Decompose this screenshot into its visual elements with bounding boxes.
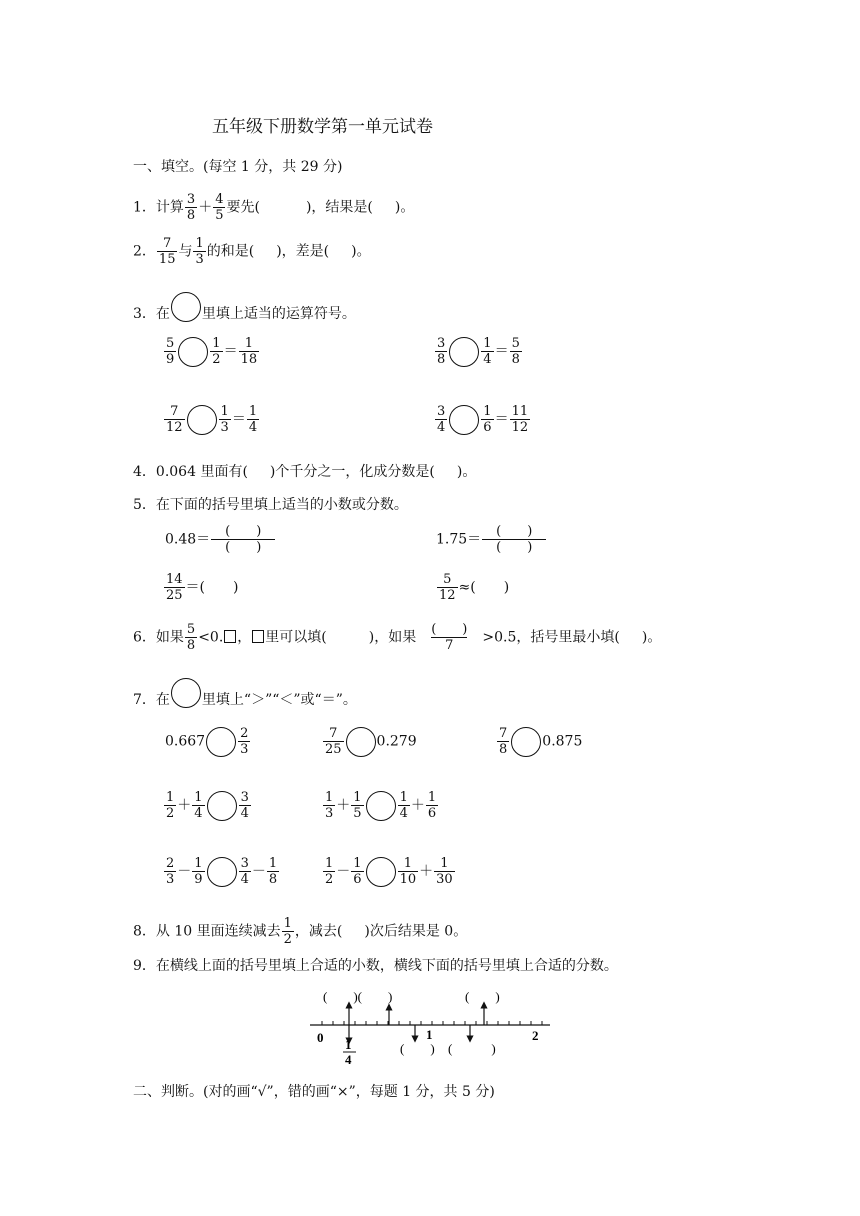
circle-blank[interactable] — [511, 727, 541, 757]
q7-expr-1: 0.667 $\frac{2}{3}$ — [165, 726, 249, 757]
circle-blank[interactable] — [449, 405, 479, 435]
q3-expr-2: $\frac{3}{8}$ $\frac{1}{4}$ ＝ $\frac{5}{8}$ — [437, 336, 520, 367]
question-5: 5．在下面的括号里填上适当的小数或分数。 — [133, 497, 408, 513]
q3-expr-4: $\frac{3}{4}$ $\frac{1}{6}$ ＝ $\frac{11}{12}$ — [437, 404, 529, 435]
question-6: 6．如果 $\frac{5}{8}$ <0. ， 里可以填( )，如果 $\frac{( )}{7}$ >0.5，括号里最小填( )。 — [133, 622, 662, 653]
q3-expr-3: $\frac{7}{12}$ $\frac{1}{3}$ ＝ $\frac{1}{4}$ — [166, 404, 258, 435]
q7-expr-7: $\frac{1}{2}$ － $\frac{1}{6}$ $\frac{1}{10}$ ＋ $\frac{1}{30}$ — [325, 856, 453, 887]
circle-blank[interactable] — [187, 405, 217, 435]
question-3: 3．在 里填上适当的运算符号。 — [133, 292, 356, 323]
fraction: $\frac{3}{8}$ — [186, 192, 196, 223]
circle-blank[interactable] — [207, 791, 237, 821]
fraction: $\frac{4}{5}$ — [215, 192, 224, 223]
circle-blank[interactable] — [171, 678, 201, 708]
circle-blank[interactable] — [206, 727, 236, 757]
circle-blank[interactable] — [346, 727, 376, 757]
circle-blank[interactable] — [366, 857, 396, 887]
question-4: 4．0.064 里面有( )个千分之一，化成分数是( )。 — [133, 464, 477, 480]
circle-blank[interactable] — [178, 337, 208, 367]
circle-blank[interactable] — [449, 337, 479, 367]
section-2-heading: 二、判断。(对的画“√”，错的画“×”，每题 1 分，共 5 分) — [133, 1084, 495, 1100]
circle-blank[interactable] — [207, 857, 237, 887]
question-9: 9．在横线上面的括号里填上合适的小数，横线下面的括号里填上合适的分数。 — [133, 958, 618, 974]
page-title: 五年级下册数学第一单元试卷 — [212, 117, 433, 137]
blank-above-2: ( ) — [465, 989, 500, 1004]
question-1: 1．计算 $\frac{3}{8}$ ＋ $\frac{4}{5}$ 要先( )，结果是( )。 — [133, 192, 415, 223]
label-two: 2 — [532, 1028, 539, 1043]
circle-blank[interactable] — [171, 292, 201, 322]
blank-above-1: ( )( ) — [323, 989, 393, 1004]
number-line — [300, 982, 560, 1072]
q5-item-b: 1.75＝ $\frac{( )}{( )}$ — [436, 524, 547, 555]
section-1-heading: 一、填空。(每空 1 分，共 29 分) — [133, 159, 343, 175]
circle-blank[interactable] — [366, 791, 396, 821]
up-arrows — [349, 1005, 484, 1025]
q5-item-a: 0.48＝ $\frac{( )}{( )}$ — [165, 524, 276, 555]
q5-item-d: $\frac{5}{12}$ ≈( ) — [439, 572, 510, 603]
label-fraction-num: 1 — [345, 1037, 352, 1052]
label-one: 1 — [426, 1027, 433, 1042]
q7-expr-2: $\frac{7}{25}$ 0.279 — [325, 726, 417, 757]
square-blank[interactable] — [252, 630, 264, 643]
q5-item-c: $\frac{14}{25}$ ＝( ) — [166, 572, 239, 603]
question-8: 8．从 10 里面连续减去 $\frac{1}{2}$ ，减去( )次后结果是 0。 — [133, 916, 468, 947]
q7-expr-6: $\frac{2}{3}$ － $\frac{1}{9}$ $\frac{3}{4}$ － $\frac{1}{8}$ — [166, 856, 278, 887]
down-arrows — [349, 1025, 470, 1041]
question-2: 2． $\frac{7}{15}$ 与 $\frac{1}{3}$ 的和是( )，差是( )。 — [133, 236, 371, 267]
fraction: $\frac{7}{15}$ — [158, 236, 176, 267]
question-7: 7．在 里填上“＞”“＜”或“＝”。 — [133, 678, 357, 709]
q7-expr-3: $\frac{7}{8}$ 0.875 — [499, 726, 583, 757]
q7-expr-4: $\frac{1}{2}$ ＋ $\frac{1}{4}$ $\frac{3}{4}$ — [166, 790, 249, 821]
square-blank[interactable] — [224, 630, 236, 643]
blank-below-1: ( ) — [400, 1041, 435, 1056]
label-fraction-den: 4 — [345, 1052, 352, 1067]
q3-expr-1: $\frac{5}{9}$ $\frac{1}{2}$ ＝ $\frac{1}{18}$ — [166, 336, 258, 367]
label-zero: 0 — [317, 1030, 324, 1045]
q7-expr-5: $\frac{1}{3}$ ＋ $\frac{1}{5}$ $\frac{1}{4}$ ＋ $\frac{1}{6}$ — [325, 790, 437, 821]
number-line-ticks — [322, 1021, 542, 1025]
fraction: $\frac{1}{3}$ — [195, 236, 204, 267]
blank-below-2: ( ) — [448, 1041, 496, 1056]
